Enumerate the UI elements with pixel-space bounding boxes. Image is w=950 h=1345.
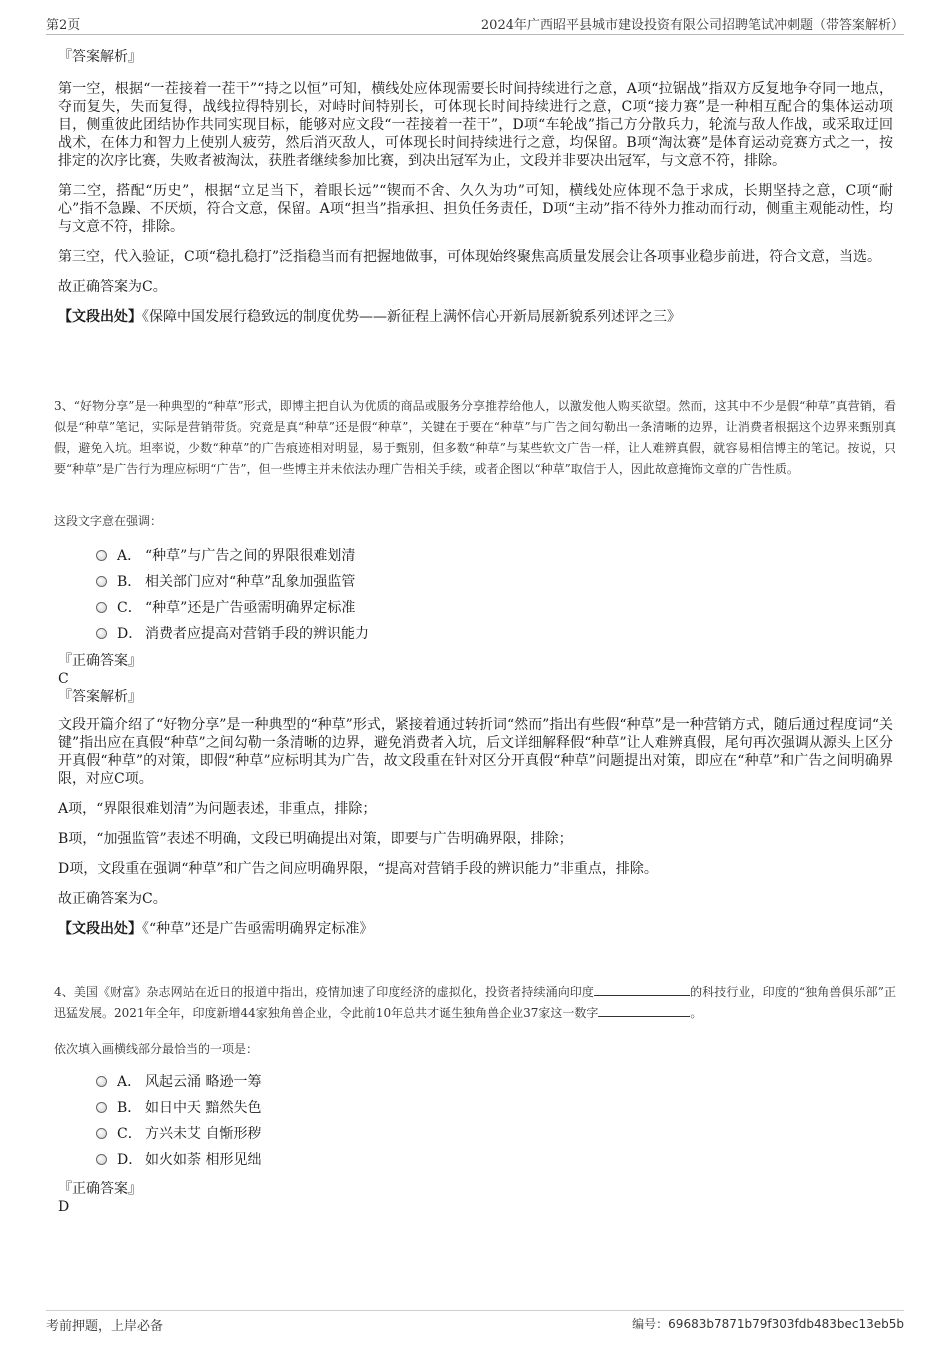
analysis-paragraph: B项，“加强监管”表述不明确，文段已明确提出对策，即要与广告明确界限，排除； xyxy=(58,831,573,847)
question-3-answer xyxy=(58,652,893,950)
radio-button[interactable] xyxy=(96,628,107,639)
option-d[interactable]: D． 消费者应提高对营销手段的辨识能力 xyxy=(96,620,369,646)
option-a[interactable]: A． “种草”与广告之间的界限很难划清 xyxy=(96,542,369,568)
source-label: 【文段出处】 xyxy=(58,309,142,325)
option-text: 方兴未艾 自惭形秽 xyxy=(145,1126,262,1142)
conclusion: 故正确答案为C。 xyxy=(58,891,167,907)
page-header xyxy=(46,14,904,35)
question-4-prompt: 依次填入画横线部分最恰当的一项是： xyxy=(54,1042,259,1056)
analysis-paragraph: 文段开篇介绍了“好物分享”是一种典型的“种草”形式，紧接着通过转折词“然而”指出有些假“种草”是一种营销方式，随后通过程度词“关键”指出应在真假“种草”之间勾勒一条清晰的边界，避免消费者入坑，后文详细解释假“种草”让人难辨真假，尾句再次强调从源头上区分开真假“种草”的对策，即假“种草”应标明其为广告，故文段重在针对区分开真假“种草”问题提出对策，即应在“种草”和广告之间明确界限，对应C项。 xyxy=(58,717,893,787)
correct-answer: C xyxy=(58,671,69,687)
radio-button[interactable] xyxy=(96,1076,107,1087)
conclusion: 故正确答案为C。 xyxy=(58,279,167,295)
analysis-paragraph: 第一空，根据“一茬接着一茬干”“持之以恒”可知，横线处应体现需要长时间持续进行之意，A项“拉锯战”指双方反复地争夺同一地点，夺而复失，失而复得，战线拉得特别长，对峙时间特别长，可体现长时间持续进行之意，C项“接力赛”是一种相互配合的集体运动项目，侧重彼此团结协作共同实现目标，能够对应文段“一茬接着一茬干”，D项“车轮战”指己方分散兵力，轮流与敌人作战，或采取迂回战术，在体力和智力上使别人疲劳，然后消灭敌人，可体现长时间持续进行之意，均保留。B项“淘汰赛”是体育运动竞赛方式之一，按排定的次序比赛，失败者被淘汰，获胜者继续参加比赛，到决出冠军为止，文段并非要决出冠军，与文意不符，排除。 xyxy=(58,81,893,169)
option-c[interactable]: C． “种草”还是广告亟需明确界定标准 xyxy=(96,594,369,620)
analysis-label: 『答案解析』 xyxy=(58,49,142,65)
option-text: 消费者应提高对营销手段的辨识能力 xyxy=(145,626,369,642)
radio-button[interactable] xyxy=(96,576,107,587)
option-text: 如火如荼 相形见绌 xyxy=(145,1152,262,1168)
fill-blank-1 xyxy=(594,983,690,996)
radio-button[interactable] xyxy=(96,602,107,613)
question-3-text: 3、“好物分享”是一种典型的“种草”形式，即博主把自认为优质的商品或服务分享推荐给他人，以激发他人购买欲望。然而，这其中不少是假“种草”真营销，看似是“种草”笔记，实际是营销带货。究竟是真“种草”还是假“种草”，关键在于要在“种草”与广告之间勾勒出一条清晰的边界，让消费者根据这个边界来甄别真假，避免入坑。坦率说，少数“种草”的广告痕迹相对明显，易于甄别，但多数“种草”与某些软文广告一样，让人难辨真假，就容易相信博主的笔记。按说，只要“种草”是广告行为理应标明“广告”，但一些博主并未依法办理广告相关手续，或者企图以“种草”取信于人，因此故意掩饰文章的广告性质。 xyxy=(54,399,896,476)
analysis-paragraph: A项，“界限很难划清”为问题表述，非重点，排除； xyxy=(58,801,377,817)
radio-button[interactable] xyxy=(96,550,107,561)
page-footer xyxy=(46,1310,904,1335)
analysis-paragraph: 第三空，代入验证，C项“稳扎稳打”泛指稳当而有把握地做事，可体现始终聚焦高质量发展会让各项事业稳步前进，符合文意，当选。 xyxy=(58,249,882,265)
option-d[interactable]: D． 如火如荼 相形见绌 xyxy=(96,1146,261,1172)
radio-button[interactable] xyxy=(96,1102,107,1113)
fill-blank-2 xyxy=(598,1004,690,1017)
question-4-answer xyxy=(58,1180,893,1216)
analysis-paragraph: 第二空，搭配“历史”，根据“立足当下，着眼长远”“锲而不舍、久久为功”可知，横线处应体现不急于求成，长期坚持之意，C项“耐心”指不急躁、不厌烦，符合文意，保留。A项“担当”指承担、担负任务责任，D项“主动”指不待外力推动而行动，侧重主观能动性，均与文意不符，排除。 xyxy=(58,183,893,235)
question-3-options xyxy=(96,542,369,646)
option-b[interactable]: B． 如日中天 黯然失色 xyxy=(96,1094,261,1120)
document-title: 2024年广西昭平县城市建设投资有限公司招聘笔试冲刺题（带答案解析） xyxy=(480,18,904,33)
analysis-paragraph: D项，文段重在强调“种草”和广告之间应明确界限，“提高对营销手段的辨识能力”非重点，排除。 xyxy=(58,861,658,877)
question-3-prompt: 这段文字意在强调： xyxy=(54,514,163,528)
page-number: 第2页 xyxy=(46,18,81,33)
option-text: 如日中天 黯然失色 xyxy=(145,1100,262,1116)
option-a[interactable]: A． 风起云涌 略逊一筹 xyxy=(96,1068,261,1094)
option-text: “种草”还是广告亟需明确界定标准 xyxy=(145,600,356,616)
option-text: 风起云涌 略逊一筹 xyxy=(145,1074,262,1090)
answer-label: 『正确答案』 xyxy=(58,1181,142,1197)
question-4-options xyxy=(96,1068,261,1172)
radio-button[interactable] xyxy=(96,1154,107,1165)
previous-question-analysis xyxy=(58,48,893,338)
option-text: “种草”与广告之间的界限很难划清 xyxy=(145,548,356,564)
source-text: 《保障中国发展行稳致远的制度优势——新征程上满怀信心开新局展新貌系列述评之三》 xyxy=(142,309,681,325)
answer-label: 『正确答案』 xyxy=(58,653,142,669)
source-citation xyxy=(58,920,893,938)
correct-answer: D xyxy=(58,1199,70,1215)
analysis-label: 『答案解析』 xyxy=(58,689,142,705)
footer-slogan: 考前押题，上岸必备 xyxy=(46,1319,164,1334)
source-label: 【文段出处】 xyxy=(58,921,142,937)
radio-button[interactable] xyxy=(96,1128,107,1139)
document-code: 编号：69683b7871b79f303fdb483bec13eb5b xyxy=(632,1317,904,1331)
option-b[interactable]: B． 相关部门应对“种草”乱象加强监管 xyxy=(96,568,369,594)
option-text: 相关部门应对“种草”乱象加强监管 xyxy=(145,574,356,590)
source-citation xyxy=(58,308,893,326)
source-text: 《“种草”还是广告亟需明确界定标准》 xyxy=(142,921,374,937)
question-4-text: 4、美国《财富》杂志网站在近日的报道中指出，疫情加速了印度经济的虚拟化，投资者持续涌向印度 的科技行业，印度的“独角兽俱乐部”正迅猛发展。2021年全年，印度新增44家独角兽企业，令此前10年总共才诞生独角兽企业37家这一数字 。 xyxy=(54,985,896,1020)
option-c[interactable]: C． 方兴未艾 自惭形秽 xyxy=(96,1120,261,1146)
